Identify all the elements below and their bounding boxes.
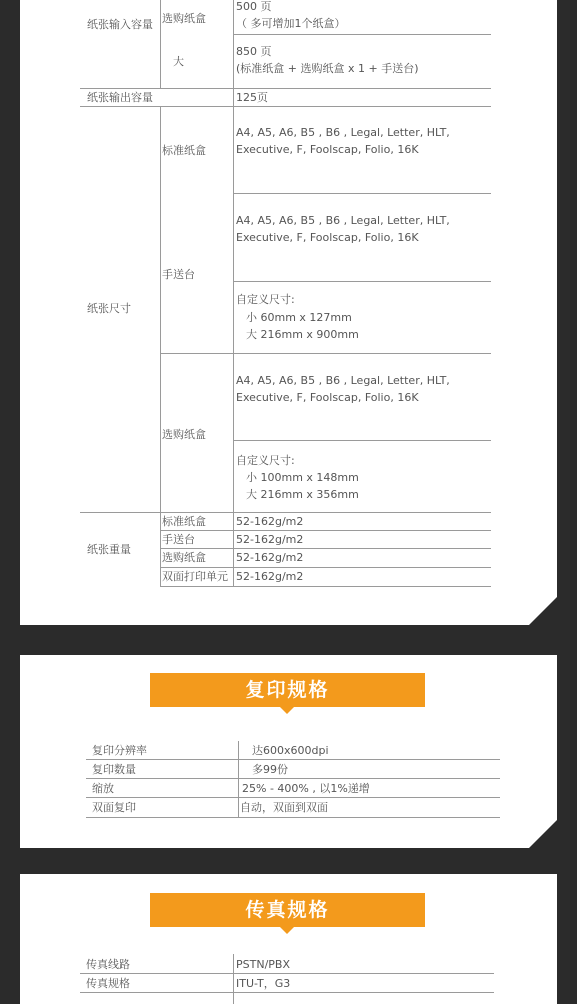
max-capacity: 850 页 [236, 45, 272, 58]
rule [233, 193, 491, 194]
optional-tray-sizes-line2: Executive, F, Foolscap, Folio, 16K [236, 391, 419, 404]
bypass-label: 手送台 [162, 268, 195, 281]
bypass-custom-title: 自定义尺寸: [236, 293, 295, 306]
optional-tray-label: 选购纸盒 [162, 12, 206, 25]
input-capacity-label: 纸张输入容量 [87, 18, 153, 31]
weight-row-value: 52-162g/m2 [236, 515, 304, 528]
weight-row-label: 手送台 [162, 533, 195, 546]
corner-notch [529, 820, 557, 848]
optional-tray-size-label: 选购纸盒 [162, 428, 206, 441]
bypass-custom-small: 小 60mm x 127mm [246, 311, 352, 324]
max-capacity-note: (标准纸盒 + 选购纸盒 x 1 + 手送台) [236, 62, 419, 75]
rule [160, 548, 491, 549]
optional-tray-sizes-line1: A4, A5, A6, B5 , B6 , Legal, Letter, HLT, [236, 374, 450, 387]
weight-row-label: 选购纸盒 [162, 551, 206, 564]
fax-spec-title: 传真规格 [245, 899, 330, 921]
bypass-sizes-line1: A4, A5, A6, B5 , B6 , Legal, Letter, HLT, [236, 214, 450, 227]
bypass-sizes-line2: Executive, F, Foolscap, Folio, 16K [236, 231, 419, 244]
rule [233, 281, 491, 282]
heading-pointer [280, 707, 294, 714]
optional-tray-custom-small: 小 100mm x 148mm [246, 471, 359, 484]
copy-spec-heading [150, 673, 425, 707]
copy-row-value: 达600x600dpi [252, 744, 329, 757]
max-label: 大 [173, 55, 184, 68]
paper-weight-label: 纸张重量 [87, 543, 131, 556]
rule [160, 0, 161, 88]
fax-spec-heading [150, 893, 425, 927]
weight-row-value: 52-162g/m2 [236, 570, 304, 583]
rule [80, 992, 494, 993]
output-capacity-value: 125页 [236, 91, 268, 104]
copy-row-value: 自动，双面到双面 [240, 801, 328, 814]
fax-row-value: ITU-T，G3 [236, 977, 291, 990]
copy-row-label: 复印数量 [92, 763, 136, 776]
rule [238, 741, 239, 817]
weight-row-label: 双面打印单元 [162, 570, 228, 583]
copy-row-label: 双面复印 [92, 801, 136, 814]
fax-row-label: 传真线路 [86, 958, 130, 971]
standard-tray-sizes-line1: A4, A5, A6, B5 , B6 , Legal, Letter, HLT, [236, 126, 450, 139]
fax-row-label: 传真规格 [86, 977, 130, 990]
rule [160, 530, 491, 531]
rule [233, 34, 491, 35]
rule [80, 106, 491, 107]
weight-row-value: 52-162g/m2 [236, 533, 304, 546]
copy-row-value: 多99份 [252, 763, 288, 776]
copy-row-label: 复印分辨率 [92, 744, 147, 757]
rule [160, 106, 161, 586]
copy-row-label: 缩放 [92, 782, 114, 795]
output-capacity-label: 纸张输出容量 [87, 91, 153, 104]
optional-tray-custom-title: 自定义尺寸: [236, 454, 295, 467]
optional-tray-note: （ 多可增加1个纸盒） [236, 17, 346, 30]
weight-row-label: 标准纸盒 [162, 515, 206, 528]
heading-pointer [280, 927, 294, 934]
rule [160, 586, 491, 587]
fax-row-value: PSTN/PBX [236, 958, 290, 971]
rule [86, 778, 500, 779]
standard-tray-sizes-line2: Executive, F, Foolscap, Folio, 16K [236, 143, 419, 156]
rule [86, 817, 500, 818]
corner-notch [529, 597, 557, 625]
rule [80, 973, 494, 974]
optional-tray-capacity: 500 页 [236, 0, 272, 13]
copy-spec-card [20, 655, 557, 848]
copy-spec-title: 复印规格 [245, 679, 330, 701]
weight-row-value: 52-162g/m2 [236, 551, 304, 564]
rule [86, 797, 500, 798]
bypass-custom-large: 大 216mm x 900mm [246, 328, 359, 341]
rule [86, 759, 500, 760]
copy-row-value: 25% - 400% , 以1%递增 [242, 782, 370, 795]
paper-size-label: 纸张尺寸 [87, 302, 131, 315]
standard-tray-label: 标准纸盒 [162, 144, 206, 157]
rule [233, 954, 234, 1004]
rule [233, 440, 491, 441]
paper-spec-card [20, 0, 557, 625]
optional-tray-custom-large: 大 216mm x 356mm [246, 488, 359, 501]
fax-spec-card [20, 874, 557, 1004]
rule [160, 353, 491, 354]
